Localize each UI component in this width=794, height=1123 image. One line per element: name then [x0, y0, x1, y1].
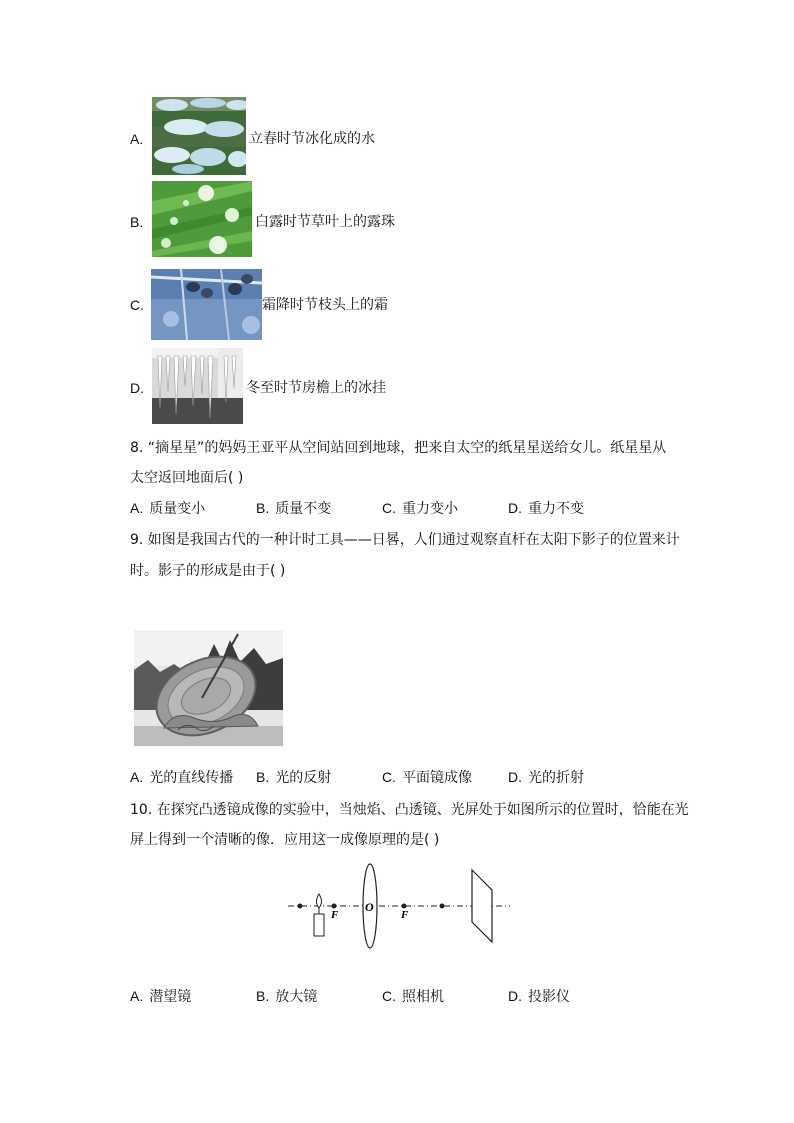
option-letter: A. — [130, 131, 144, 147]
choice-c[interactable] — [382, 986, 444, 1007]
option-letter: C. — [130, 297, 144, 313]
choice-text: 照相机 — [402, 989, 444, 1005]
choice-text: 光的折射 — [528, 770, 584, 786]
focal-point-2f-right — [440, 904, 445, 909]
choice-letter: C. — [382, 769, 396, 785]
focal-point-f-left — [332, 904, 337, 909]
choice-text: 质量不变 — [275, 501, 332, 517]
choice-text: 重力变小 — [402, 501, 458, 517]
choice-letter: D. — [508, 988, 522, 1004]
choice-text: 潜望镜 — [149, 989, 192, 1005]
label-f-left: F — [331, 909, 339, 921]
option-text: 立春时节冰化成的水 — [249, 131, 375, 147]
question-8-stem-line2: 太空返回地面后( ) — [130, 470, 244, 486]
option-text: 冬至时节房檐上的冰挂 — [246, 380, 386, 396]
label-f-right: F — [401, 909, 409, 921]
choice-letter: A. — [130, 500, 144, 516]
question-10-stem-line2: 屏上得到一个清晰的像．应用这一成像原理的是( ) — [130, 832, 440, 848]
sundial-photo — [134, 630, 283, 746]
icicles-on-eaves-photo — [152, 348, 243, 424]
light-screen-icon — [472, 870, 492, 942]
choice-letter: C. — [382, 988, 396, 1004]
question-9-stem-line2: 时。影子的形成是由于( ) — [130, 563, 286, 579]
choice-d[interactable] — [508, 767, 584, 788]
dew-on-leaf-photo — [152, 181, 252, 257]
label-o: O — [365, 900, 374, 914]
choice-letter: C. — [382, 500, 396, 516]
choice-b[interactable] — [256, 498, 331, 519]
choice-letter: B. — [256, 988, 270, 1004]
frost-on-branch-photo — [151, 269, 262, 340]
lens-diagram-svg — [288, 860, 510, 952]
option-text: 霜降时节枝头上的霜 — [262, 297, 388, 313]
choice-d[interactable] — [508, 498, 584, 519]
choice-c[interactable] — [382, 498, 458, 519]
focal-point-2f-left — [298, 904, 303, 909]
choice-a[interactable] — [130, 986, 191, 1007]
focal-point-f-right — [402, 904, 407, 909]
choice-letter: A. — [130, 769, 144, 785]
choice-a[interactable] — [130, 767, 233, 788]
choice-letter: D. — [508, 769, 522, 785]
choice-text: 重力不变 — [528, 501, 584, 517]
choice-d[interactable] — [508, 986, 570, 1007]
choice-b[interactable] — [256, 986, 317, 1007]
choice-letter: D. — [508, 500, 522, 516]
choice-text: 光的反射 — [275, 770, 332, 786]
choice-a[interactable] — [130, 498, 205, 519]
choice-letter: A. — [130, 988, 144, 1004]
choice-c[interactable] — [382, 767, 472, 788]
choice-text: 放大镜 — [275, 989, 318, 1005]
choice-text: 投影仪 — [528, 989, 570, 1005]
choice-letter: B. — [256, 500, 270, 516]
option-letter: B. — [130, 214, 144, 230]
choice-text: 光的直线传播 — [149, 770, 234, 786]
choice-text: 质量变小 — [149, 501, 206, 517]
candle-icon — [314, 894, 324, 936]
question-9-stem-line1: 9. 如图是我国古代的一种计时工具——日晷，人们通过观察直杆在太阳下影子的位置来计 — [130, 532, 680, 548]
melting-ice-photo — [152, 97, 246, 175]
option-letter: D. — [130, 380, 144, 396]
option-text: 白露时节草叶上的露珠 — [255, 214, 395, 230]
choice-text: 平面镜成像 — [402, 770, 472, 786]
choice-b[interactable] — [256, 767, 331, 788]
question-8-stem-line1: 8. “摘星星”的妈妈王亚平从空间站回到地球，把来自太空的纸星星送给女儿。纸星星从 — [130, 440, 667, 456]
choice-letter: B. — [256, 769, 270, 785]
question-10-stem-line1: 10. 在探究凸透镜成像的实验中，当烛焰、凸透镜、光屏处于如图所示的位置时，恰能在光 — [130, 802, 689, 818]
lens-experiment-diagram — [288, 860, 510, 952]
